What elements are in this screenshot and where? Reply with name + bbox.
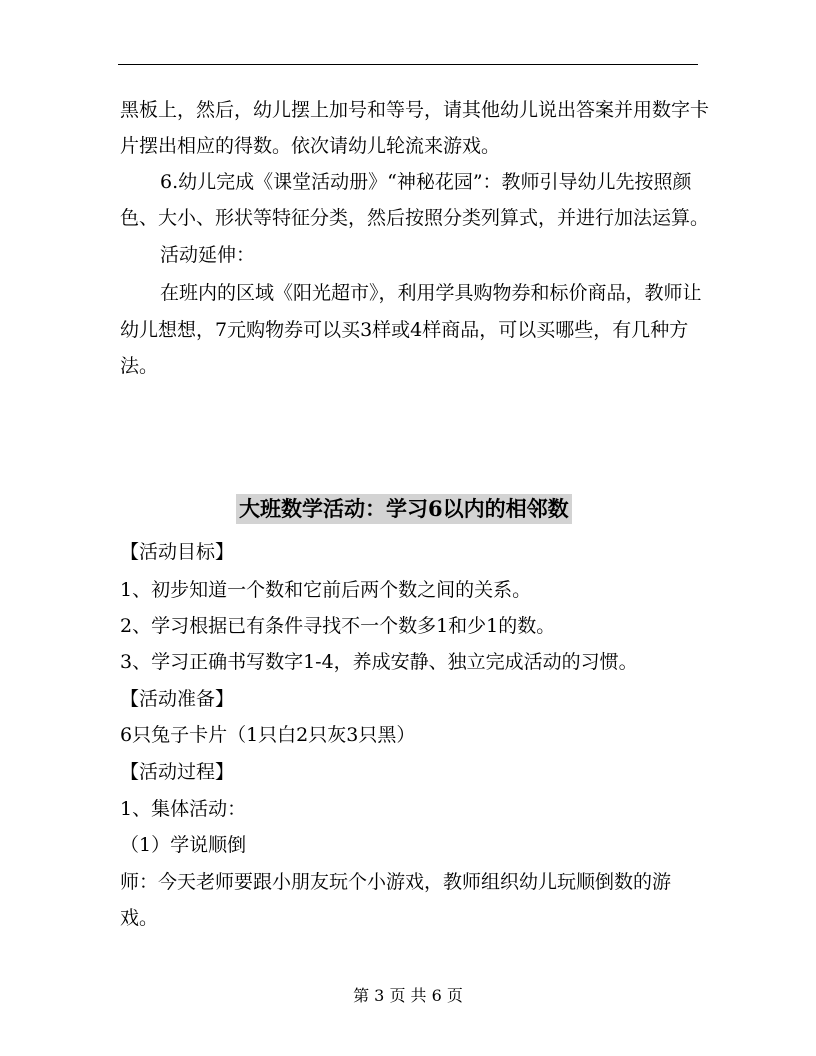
goal-item-2: 2、学习根据已有条件寻找不一个数多1和少1的数。 bbox=[120, 615, 556, 637]
section-title: 大班数学活动：学习6以内的相邻数 bbox=[236, 494, 572, 524]
goal-item-3: 3、学习正确书写数字1-4，养成安静、独立完成活动的习惯。 bbox=[120, 651, 638, 673]
paragraph-line-8: 法。 bbox=[120, 355, 159, 377]
paragraph-line-4: 色、大小、形状等特征分类，然后按照分类列算式，并进行加法运算。 bbox=[120, 207, 710, 229]
process-step-1: 1、集体活动： bbox=[120, 798, 247, 820]
teacher-line-1: 师：今天老师要跟小朋友玩个小游戏，教师组织幼儿玩顺倒数的游 bbox=[120, 871, 672, 893]
section-label-extension: 活动延伸： bbox=[160, 244, 256, 266]
paragraph-line-3: 6.幼儿完成《课堂活动册》“神秘花园”：教师引导幼儿先按照颜 bbox=[160, 171, 692, 193]
header-rule bbox=[118, 64, 698, 65]
process-substep-1: （1）学说顺倒 bbox=[120, 834, 247, 856]
page-footer: 第 3 页 共 6 页 bbox=[353, 986, 463, 1005]
paragraph-line-1: 黑板上，然后，幼儿摆上加号和等号，请其他幼儿说出答案并用数字卡 bbox=[120, 99, 710, 121]
teacher-line-2: 戏。 bbox=[120, 907, 159, 929]
paragraph-line-6: 在班内的区域《阳光超市》，利用学具购物券和标价商品，教师让 bbox=[160, 282, 702, 304]
heading-activity-goals: 【活动目标】 bbox=[120, 541, 235, 563]
paragraph-line-7: 幼儿想想，7元购物券可以买3样或4样商品，可以买哪些，有几种方 bbox=[120, 319, 689, 341]
preparation-item: 6只兔子卡片（1只白2只灰3只黑） bbox=[120, 724, 416, 746]
paragraph-line-2: 片摆出相应的得数。依次请幼儿轮流来游戏。 bbox=[120, 135, 501, 157]
goal-item-1: 1、初步知道一个数和它前后两个数之间的关系。 bbox=[120, 579, 532, 601]
heading-activity-preparation: 【活动准备】 bbox=[120, 688, 235, 710]
heading-activity-process: 【活动过程】 bbox=[120, 761, 235, 783]
